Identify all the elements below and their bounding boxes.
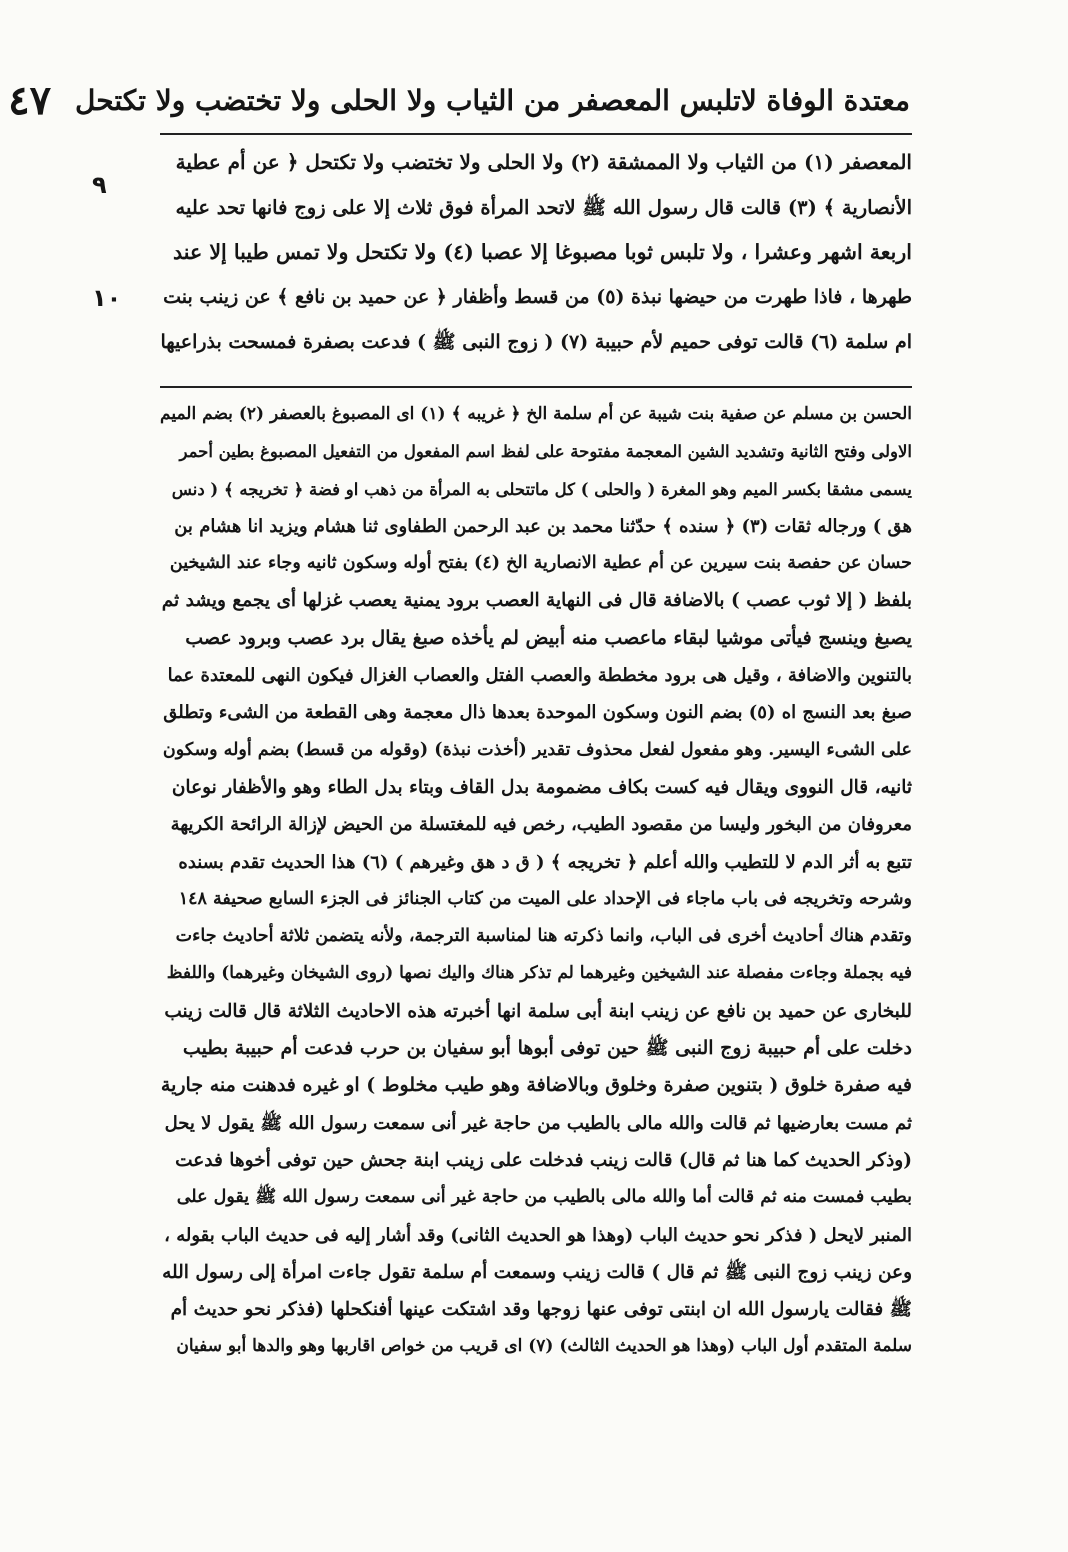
footnote-line: الاولى وفتح الثانية وتشديد الشين المعجمة مفتوحة على لفظ اسم المفعول من التفعيل المصبوغ بطين أحمر — [179, 442, 912, 462]
footnote-line: (وذكر الحديث كما هنا ثم قال) قالت زينب فدخلت على زينب ابنة جحش حين توفى أخوها فدعت — [175, 1149, 912, 1171]
footnote-line — [160, 1403, 912, 1440]
footnote-divider — [160, 386, 912, 388]
footnote-line: بطيب فمست منه ثم قالت أما والله مالى بالطيب من حاجة غير أنى سمعت رسول الله ﷺ يقول على — [176, 1187, 912, 1208]
footnote-line: سلمة المتقدم أول الباب (وهذا هو الحديث الثالث) (٧) اى قريب من خواص اقاربها وهو والدها أبو سفيان — [176, 1336, 912, 1357]
main-text-line: المعصفر (١) من الثياب ولا الممشقة (٢) ولا الحلى ولا تختضب ولا تكتحل ﴿ عن أم عطية — [175, 150, 912, 174]
line-marker-10: ١٠ — [92, 284, 122, 312]
main-text-line: ام سلمة (٦) قالت توفى حميم لأم حبيبة (٧) ( زوج النبى ﷺ ) فدعت بصفرة فمسحت بذراعيها — [160, 331, 912, 353]
footnote-line: فيه صفرة خلوق ( بتنوين صفرة وخلوق وبالاضافة وهو طيب مخلوط ) او غيره فدهنت منه جارية — [160, 1074, 912, 1097]
footnote-line: وعن زينب زوج النبى ﷺ ثم قال ) قالت زينب وسمعت أم سلمة تقول جاءت امرأة إلى رسول الله — [162, 1261, 912, 1283]
line-marker-9: ٩ — [92, 171, 107, 199]
footnote-line: هق ) ورجاله ثقات (٣) ﴿ سنده ﴾ حدّثنا محمد بن عبد الرحمن الطفاوى ثنا هشام ويزيد انا هشام بن — [174, 515, 912, 537]
footnote-line: صبغ بعد النسج اه (٥) بضم النون وسكون الموحدة بعدها ذال معجمة وهى القطعة من الشىء وتطلق — [163, 702, 912, 724]
footnote-line — [160, 1366, 912, 1403]
header-rule — [160, 133, 912, 135]
footnote-line: الحسن بن مسلم عن صفية بنت شيبة عن أم سلمة الخ ﴿ غريبه ﴾ (١) اى المصبوغ بالعصفر (٢) بضم الميم — [160, 404, 912, 424]
footnote-line: وتقدم هناك أحاديث أخرى فى الباب، وانما ذكرته هنا لمناسبة الترجمة، ولأنه يتضمن ثلاثة أحاديث جاءت — [175, 926, 912, 947]
footnote-line: يصبغ وينسج فيأتى موشيا لبقاء ماعصب منه أبيض لم يأخذه صبغ يقال برد عصب وبرود عصب — [185, 626, 912, 649]
footnote-line: فيه بجملة وجاءت مفصلة عند الشيخين وغيرهما لم تذكر هناك واليك نصها (روى الشيخان وغيرهما) واللفظ — [166, 963, 912, 984]
footnote-line: وشرحه وتخريجه فى باب ماجاء فى الإحداد على الميت من كتاب الجنائز فى الجزء السابع صحيفة ١٤٨ — [178, 888, 912, 909]
running-title: معتدة الوفاة لاتلبس المعصفر من الثياب ولا الحلى ولا تختضب ولا تكتحل — [75, 83, 910, 117]
footnote-line: دخلت على أم حبيبة زوج النبى ﷺ حين توفى أبوها أبو سفيان بن حرب فدعت أم حبيبة بطيب — [182, 1037, 912, 1060]
footnote-line: معروفان من البخور وليسا من مقصود الطيب، رخص فيه للمغتسلة من الحيض لإزالة الرائحة الكريهة — [170, 814, 912, 836]
footnote-line: للبخارى عن حميد بن نافع عن زينب ابنة أبى سلمة انها أخبرته هذه الاحاديث الثلاثة قال قالت زينب — [164, 1000, 912, 1022]
page-number: ٤٧ — [8, 76, 52, 124]
main-text — [160, 140, 912, 365]
footnotes — [160, 396, 912, 1552]
footnote-line: بالتنوين والاضافة ، وقيل هى برود مخططة والعصب الفتل والعصاب الغزال فيكون النهى للمعتدة عما — [167, 665, 912, 687]
footnote-line: ثانيه، قال النووى ويقال فيه كست بكاف مضمومة بدل القاف وبتاء بدل الطاء وهو والأظفار نوعان — [171, 776, 912, 798]
footnote-line: ثم مست بعارضيها ثم قالت والله مالى بالطيب من حاجة غير أنى سمعت رسول الله ﷺ يقول لا يحل — [164, 1112, 912, 1134]
main-text-line: الأنصارية ﴾ (٣) قالت قال رسول الله ﷺ لاتحد المرأة فوق ثلاث إلا على زوج فانها تحد عليه — [175, 196, 912, 219]
footnote-line: حسان عن حفصة بنت سيرين عن أم عطية الانصارية الخ (٤) بفتح أوله وسكون ثانيه وجاء عند الشيخين — [169, 553, 912, 574]
footnote-line — [160, 1440, 912, 1477]
footnote-line — [160, 1515, 912, 1552]
footnote-line: تتبع به أثر الدم لا للتطيب والله أعلم ﴿ تخريجه ﴾ ( ق د هق وغيرهم ) (٦) هذا الحديث تقدم بسنده — [178, 851, 912, 873]
footnote-line: المنبر لايحل ( فذكر نحو حديث الباب (وهذا هو الحديث الثانى) وقد أشار إليه فى حديث الباب بقوله ، — [164, 1224, 912, 1246]
footnote-line: ﷺ فقالت يارسول الله ان ابنتى توفى عنها زوجها وقد اشتكت عينها أفنكحلها (فذكر نحو حديث أم — [170, 1299, 912, 1321]
page-header — [8, 70, 910, 130]
main-text-line: طهرها ، فاذا طهرت من حيضها نبذة (٥) من قسط وأظفار ﴿ عن حميد بن نافع ﴾ عن زينب بنت — [163, 286, 912, 308]
footnote-line: بلفظ ( إلا ثوب عصب ) بالاضافة قال فى النهاية العصب برود يمنية يعصب غزلها أى يجمع ويشد ثم — [161, 590, 912, 612]
footnote-line: يسمى مشقا بكسر الميم وهو المغرة ( والحلى ) كل ماتتحلى به المرأة من ذهب او فضة ﴿ تخريجه ﴾ ( دنس — [171, 479, 912, 499]
main-text-line: اربعة اشهر وعشرا ، ولا تلبس ثوبا مصبوغا إلا عصبا (٤) ولا تكتحل ولا تمس طيبا إلا عند — [173, 240, 912, 264]
footnote-line: على الشىء اليسير. وهو مفعول لفعل محذوف تقدير (أخذت نبذة) (وقوله من قسط) بضم أوله وسكون — [162, 739, 912, 760]
footnote-line — [160, 1478, 912, 1515]
